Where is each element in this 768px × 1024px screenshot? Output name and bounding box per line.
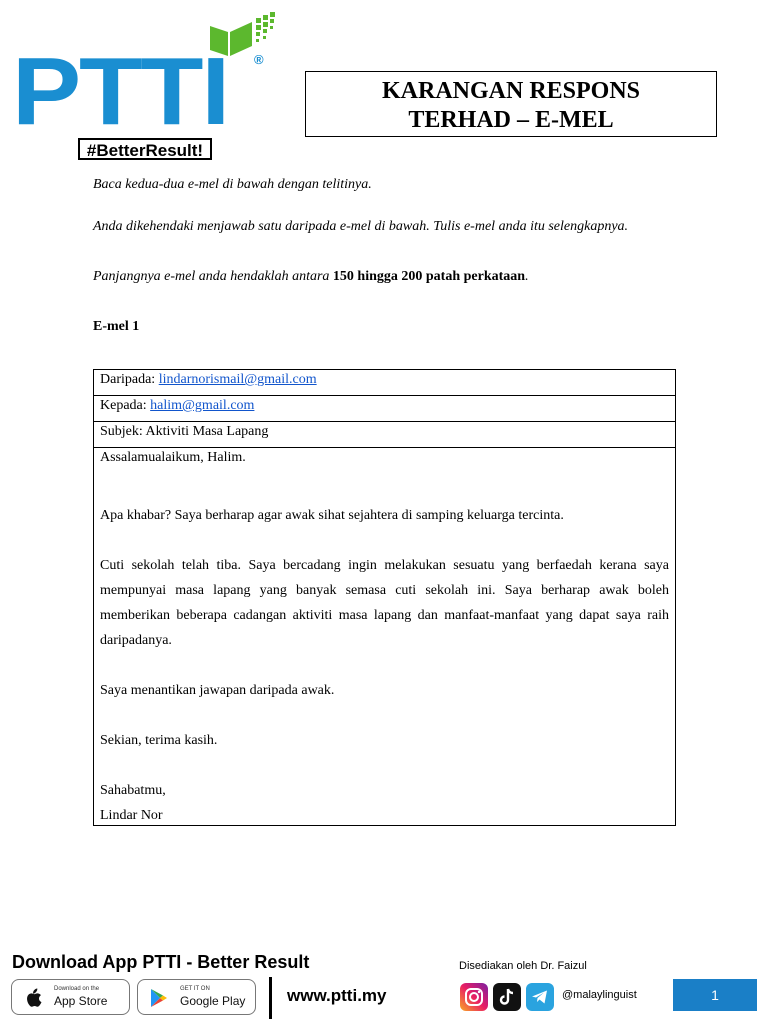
email-heading: E-mel 1 [93, 319, 140, 334]
email-signoff: Sahabatmu, [100, 783, 166, 798]
instruction-3: Panjangnya e-mel anda hendaklah antara 150 hingga 200 patah perkataan. [93, 269, 529, 284]
google-play-button[interactable]: GET IT ON Google Play [137, 979, 256, 1015]
title-line-2: TERHAD – E-MEL [408, 107, 614, 133]
app-store-button[interactable]: Download on the App Store [11, 979, 130, 1015]
download-app-title: Download App PTTI - Better Result [12, 952, 310, 972]
tiktok-icon[interactable] [493, 983, 521, 1011]
instagram-icon[interactable] [460, 983, 488, 1011]
email-paragraph-3: Saya menantikan jawapan daripada awak. [100, 683, 335, 698]
page-number: 1 [673, 979, 757, 1011]
to-email-link[interactable]: halim@gmail.com [150, 398, 255, 413]
footer-divider [269, 977, 272, 1019]
email-to-row: Kepada: halim@gmail.com [94, 396, 675, 422]
prepared-by: Disediakan oleh Dr. Faizul [459, 960, 587, 972]
telegram-icon[interactable] [526, 983, 554, 1011]
email-subject-row: Subjek: Aktiviti Masa Lapang [94, 422, 675, 448]
email-body [94, 448, 675, 828]
email-paragraph-1: Apa khabar? Saya berharap agar awak sihat sejahtera di samping keluarga tercinta. [100, 508, 564, 523]
title-line-1: KARANGAN RESPONS [381, 78, 641, 104]
from-email-link[interactable]: lindarnorismail@gmail.com [158, 372, 317, 387]
email-from-row: Daripada: lindarnorismail@gmail.com [94, 370, 675, 396]
email-paragraph-2: Cuti sekolah telah tiba. Saya bercadang ingin melakukan sesuatu yang berfaedah kerana saya mempunyai masa lapang yang banyak semasa cuti sekolah ini. Saya berharap awak boleh memberikan beberapa cadangan aktiviti masa lapang dan manfaat-manfaat yang dapat saya raih daripadanya. [100, 558, 669, 648]
email-greeting: Assalamualaikum, Halim. [100, 450, 246, 465]
page-title [305, 71, 717, 137]
tagline-badge: #BetterResult! [78, 138, 212, 160]
ptti-logo: PTTI [12, 38, 228, 145]
apple-icon [24, 988, 42, 1013]
email-table [93, 369, 676, 826]
email-sender: Lindar Nor [100, 808, 163, 823]
registered-mark: ® [254, 52, 264, 67]
word-count-requirement: 150 hingga 200 patah perkataan [332, 269, 526, 284]
instruction-2: Anda dikehendaki menjawab satu daripada e-mel di bawah. Tulis e-mel anda itu selengkapnya. [93, 219, 629, 234]
website-link[interactable]: www.ptti.my [287, 986, 387, 1005]
email-paragraph-4: Sekian, terima kasih. [100, 733, 218, 748]
instruction-1: Baca kedua-dua e-mel di bawah dengan telitinya. [93, 177, 372, 192]
social-handle: @malaylinguist [562, 989, 637, 1001]
google-play-icon [150, 988, 168, 1013]
